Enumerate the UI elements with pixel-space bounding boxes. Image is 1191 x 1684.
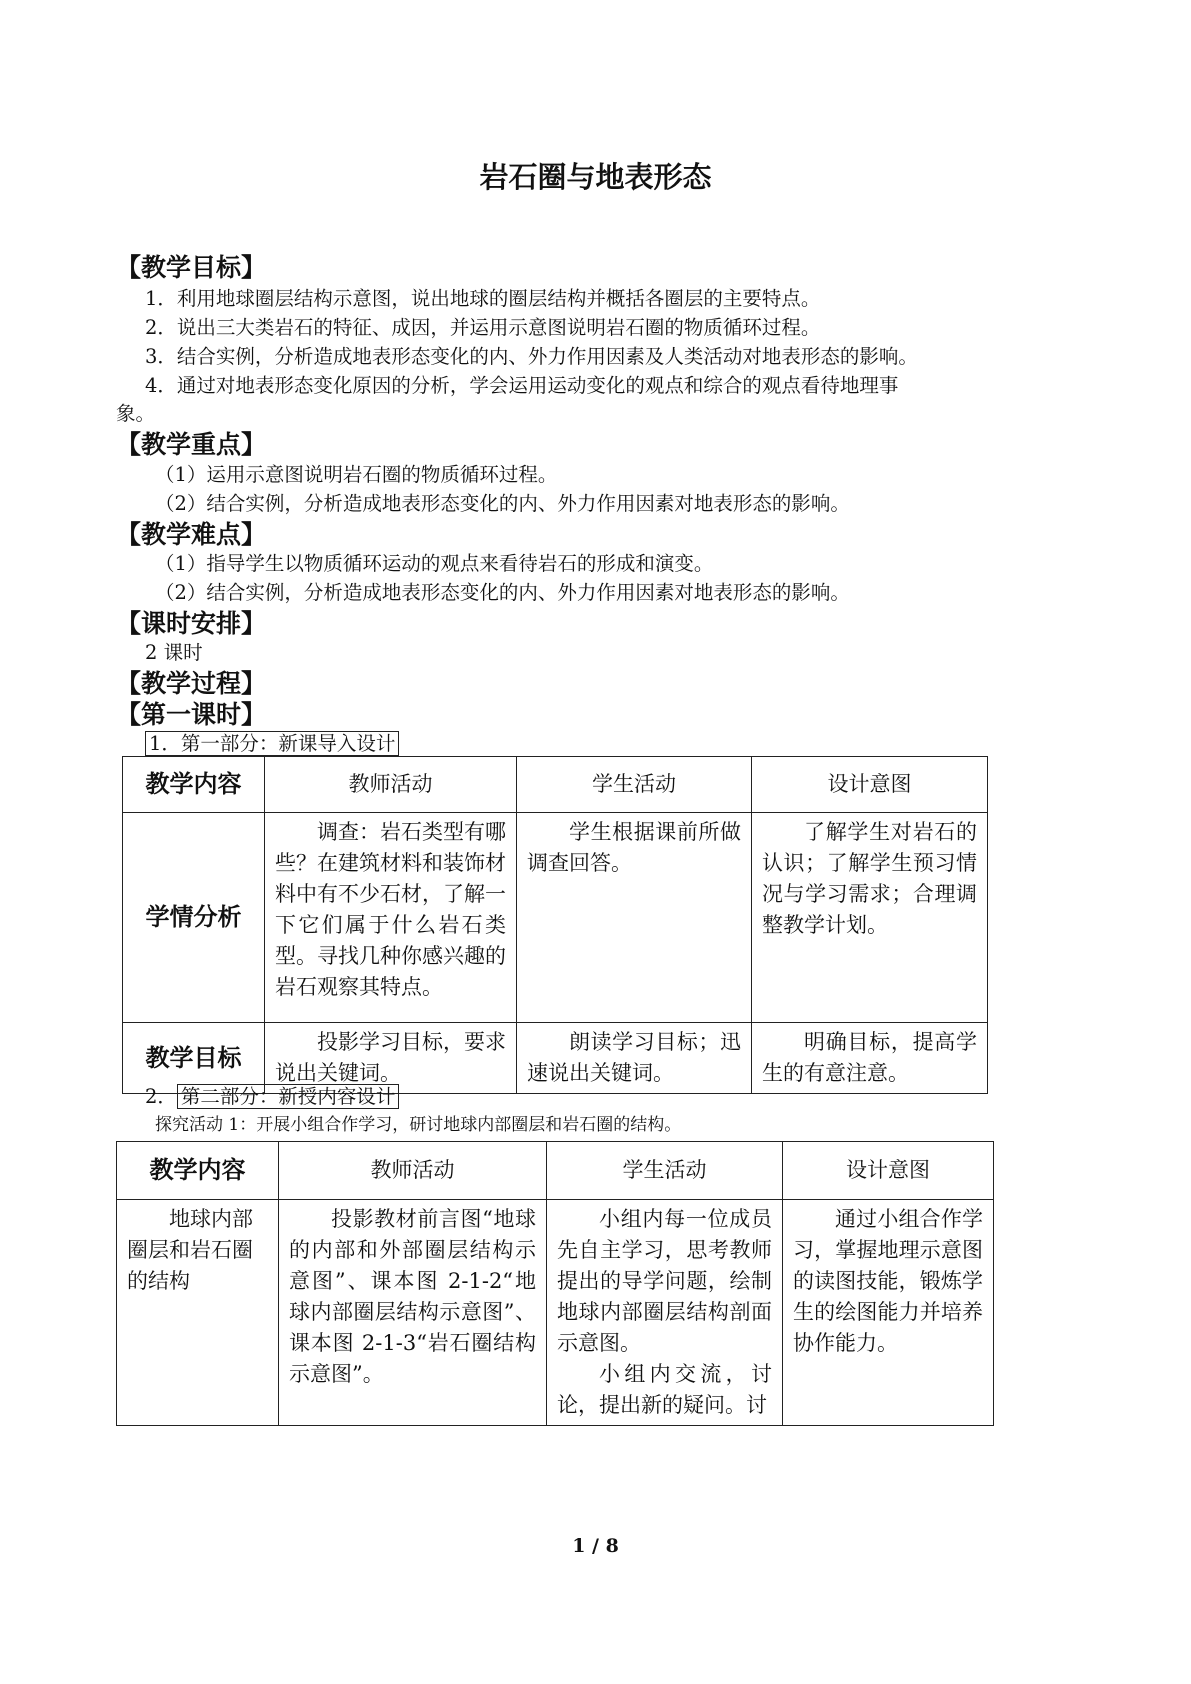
page-title: 岩石圈与地表形态 — [479, 160, 712, 194]
process-heading: 【教学过程】 — [116, 669, 267, 698]
row-intent: 明确目标，提高学生的有意注意。 — [752, 1023, 988, 1094]
header-content: 教学内容 — [117, 1142, 279, 1200]
row-content: 教学目标 — [123, 1023, 265, 1094]
row-teacher: 投影教材前言图“地球的内部和外部圈层结构示意图”、课本图 2-1-2“地球内部圈层结构示意图”、 课本图 2-1-3“岩石圈结构示意图”。 — [279, 1200, 547, 1426]
row-teacher: 调查：岩石类型有哪些？在建筑材料和装饰材料中有不少石材，了解一下它们属于什么岩石类型。寻找几种你感兴趣的岩石观察其特点。 — [265, 813, 517, 1023]
header-intent: 设计意图 — [783, 1142, 994, 1200]
header-student: 学生活动 — [547, 1142, 783, 1200]
header-content: 教学内容 — [123, 757, 265, 813]
table-row — [123, 813, 988, 1023]
part2-number: 2． — [145, 1085, 177, 1108]
row-content: 学情分析 — [123, 813, 265, 1023]
header-student: 学生活动 — [517, 757, 752, 813]
part2-table — [116, 1141, 994, 1426]
part1-label: 1．第一部分：新课导入设计 — [145, 731, 399, 756]
part2-label-wrap — [145, 1083, 399, 1111]
row-intent: 通过小组合作学习，掌握地理示意图的读图技能，锻炼学生的绘图能力并培养协作能力。 — [783, 1200, 994, 1426]
page-number: 1 / 8 — [572, 1535, 619, 1557]
header-intent: 设计意图 — [752, 757, 988, 813]
row-content: 地球内部圈层和岩石圈的结构 — [117, 1200, 279, 1426]
activity-note: 探究活动 1：开展小组合作学习，研讨地球内部圈层和岩石圈的结构。 — [155, 1115, 682, 1135]
row-teacher: 投影学习目标，要求说出关键词。 — [265, 1023, 517, 1094]
table-header-row — [123, 757, 988, 813]
header-teacher: 教师活动 — [279, 1142, 547, 1200]
goal-item-4-continued: 象。 — [116, 402, 156, 425]
row-intent: 了解学生对岩石的认识；了解学生预习情况与学习需求；合理调整教学计划。 — [752, 813, 988, 1023]
lesson1-heading: 【第一课时】 — [116, 700, 267, 729]
goal-item-3: 3．结合实例，分析造成地表形态变化的内、外力作用因素及人类活动对地表形态的影响。 — [145, 345, 918, 368]
row-student-para-1: 小组内每一位成员先自主学习，思考教师提出的导学问题，绘制地球内部圈层结构剖面示意图。 — [557, 1207, 772, 1355]
part2-label: 第二部分：新授内容设计 — [177, 1084, 400, 1109]
row-student: 朗读学习目标；迅速说出关键词。 — [517, 1023, 752, 1094]
row-student-para-2: 小组内交流，讨论，提出新的疑问。讨 — [557, 1362, 772, 1417]
difficulty-item-1: （1）指导学生以物质循环运动的观点来看待岩石的形成和演变。 — [155, 552, 714, 575]
part1-label-wrap — [145, 730, 399, 758]
focus-item-1: （1）运用示意图说明岩石圈的物质循环过程。 — [155, 463, 558, 486]
goal-item-2: 2．说出三大类岩石的特征、成因，并运用示意图说明岩石圈的物质循环过程。 — [145, 316, 821, 339]
difficulty-item-2: （2）结合实例，分析造成地表形态变化的内、外力作用因素对地表形态的影响。 — [155, 581, 850, 604]
goal-item-1: 1．利用地球圈层结构示意图，说出地球的圈层结构并概括各圈层的主要特点。 — [145, 287, 821, 310]
table-row — [117, 1200, 994, 1426]
table-header-row — [117, 1142, 994, 1200]
goal-item-4: 4．通过对地表形态变化原因的分析，学会运用运动变化的观点和综合的观点看待地理事 — [145, 374, 899, 397]
focus-item-2: （2）结合实例，分析造成地表形态变化的内、外力作用因素对地表形态的影响。 — [155, 492, 850, 515]
difficulty-heading: 【教学难点】 — [116, 520, 267, 549]
part1-table — [122, 756, 988, 1094]
row-student: 学生根据课前所做调查回答。 — [517, 813, 752, 1023]
header-teacher: 教师活动 — [265, 757, 517, 813]
focus-heading: 【教学重点】 — [116, 430, 267, 459]
row-student — [547, 1200, 783, 1426]
schedule-heading: 【课时安排】 — [116, 609, 267, 638]
goals-heading: 【教学目标】 — [116, 253, 267, 282]
schedule-text: 2 课时 — [145, 641, 203, 664]
